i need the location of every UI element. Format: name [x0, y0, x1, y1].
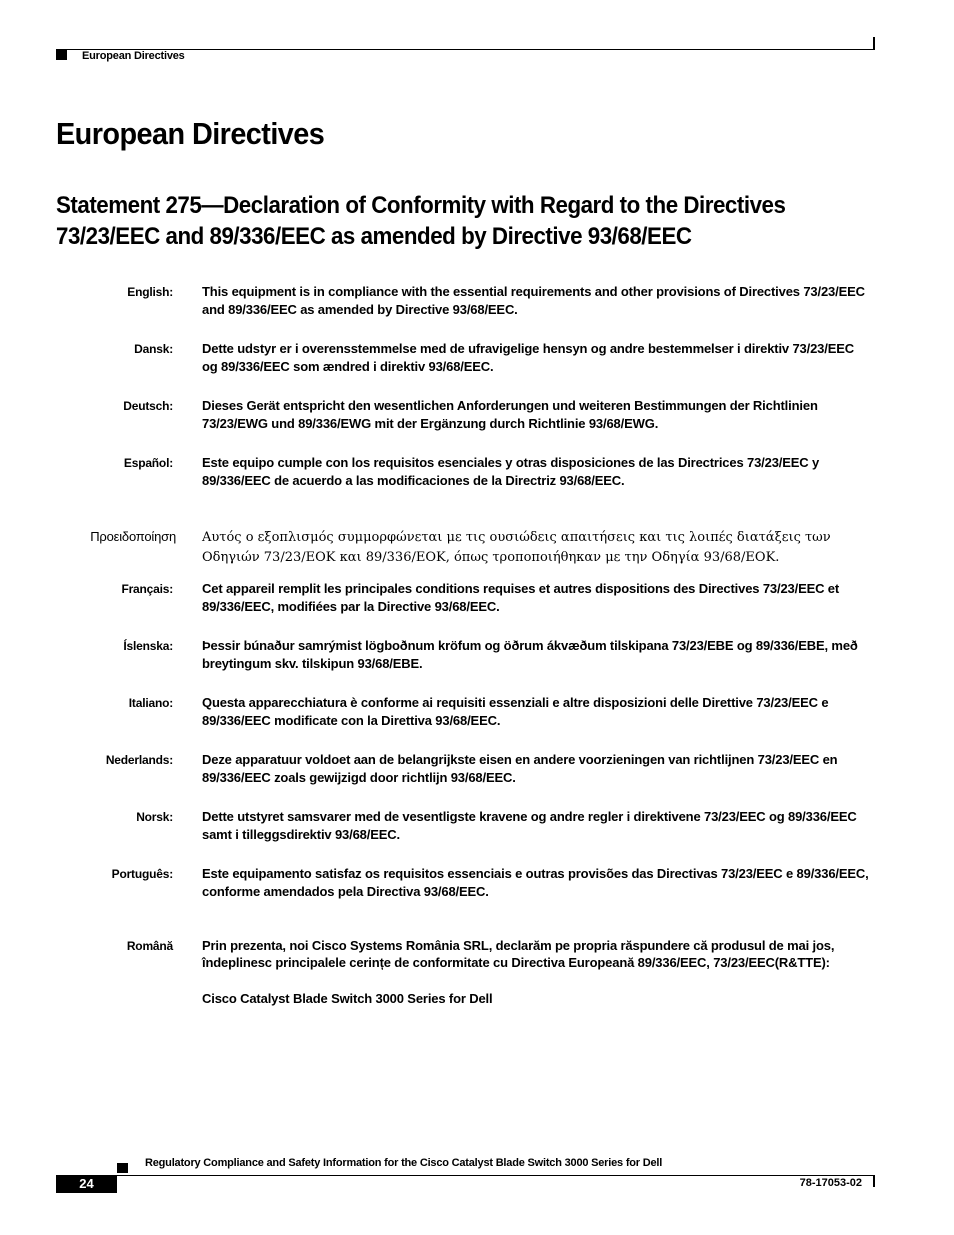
entry-text: Dieses Gerät entspricht den wesentlichen Anforderungen und weiteren Bestimmungen der Richtlinien 73/23/EWG und 89/336/EWG mit der Ergänzung durch Richtlinie 93/68/EWG.: [202, 398, 818, 431]
entry-language: English:: [127, 285, 173, 299]
entry-text: Este equipamento satisfaz os requisitos essenciais e outras provisões das Directivas 73/23/EEC e 89/336/EEC, conforme amendados pela Directiva 93/68/EEC.: [202, 866, 869, 899]
header-marker: [56, 49, 67, 60]
product-line: Cisco Catalyst Blade Switch 3000 Series for Dell: [202, 991, 493, 1006]
page-title: European Directives: [56, 116, 325, 151]
entry-text: Αυτός ο εξοπλισμός συμμορφώνεται με τις ουσιώδεις απαιτήσεις και τις λοιπές διατάξεις των Οδηγιών 73/23/ΕΟΚ και 89/336/ΕΟΚ, όπως τροποποιήθηκαν με την Οδηγία 93/68/ΕΟΚ.: [202, 530, 831, 565]
entry-language: Deutsch:: [123, 399, 173, 413]
entry-language: Italiano:: [128, 696, 173, 710]
entry-text: Prin prezenta, noi Cisco Systems România SRL, declarăm pe propria răspundere că produsul de mai jos, îndeplinesc principalele cerințe de conformitate cu Directiva Europeană 89/336/EEC, 73/23/EEC(R&TTE):: [202, 938, 835, 970]
entry-language: Română: [126, 939, 173, 953]
entry-text: Dette utstyret samsvarer med de vesentligste kravene og andre regler i direktivene 73/23/EEC og 89/336/EEC samt i tilleggsdirektiv 93/68/EEC.: [202, 809, 857, 842]
entry-language: Español:: [123, 456, 173, 470]
entry-text: Cet appareil remplit les principales conditions requises et autres dispositions des Directives 73/23/EEC et 89/336/EEC, modifiées par la Directive 93/68/EEC.: [202, 581, 840, 614]
entry-text: Questa apparecchiatura è conforme ai requisiti essenziali e altre disposizioni delle Direttive 73/23/EEC e 89/336/EEC modificate con la Direttiva 93/68/EEC.: [202, 695, 829, 728]
footer-document-title: Regulatory Compliance and Safety Information for the Cisco Catalyst Blade Switch 3000 Series for Dell: [145, 1157, 663, 1169]
footer-marker: [117, 1163, 128, 1173]
entry-language: Português:: [111, 867, 173, 881]
entry-language: Français:: [121, 582, 173, 596]
header-tick: [873, 37, 875, 50]
entry-text: Þessir búnaður samrýmist lögboðnum kröfum og öðrum ákvæðum tilskipana 73/23/EBE og 89/336/EBE, með breytingum skv. tilskipun 93/68/EBE.: [202, 638, 858, 671]
entry-language: Nederlands:: [105, 753, 173, 767]
entry-language: Προειδοποίηση: [90, 529, 176, 544]
header-section-label: European Directives: [82, 50, 185, 62]
statement-title: Statement 275—Declaration of Conformity with Regard to the Directives 73/23/EEC and 89/336/EEC as amended by Directive 93/68/EEC: [56, 192, 786, 250]
entry-text: Este equipo cumple con los requisitos esenciales y otras disposiciones de las Directrices 73/23/EEC y 89/336/EEC de acuerdo a las modificaciones de la Directriz 93/68/EEC.: [202, 455, 820, 488]
entry-text: Deze apparatuur voldoet aan de belangrijkste eisen en andere voorzieningen van richtlijnen 73/23/EEC en 89/336/EEC zoals gewijzigd door richtlijn 93/68/EEC.: [202, 752, 838, 785]
footer-rule: [56, 1175, 874, 1176]
entry-language: Norsk:: [136, 810, 173, 824]
page-number: 24: [56, 1175, 117, 1193]
entry-text: This equipment is in compliance with the essential requirements and other provisions of Directives 73/23/EEC and 89/336/EEC as amended by Directive 93/68/EEC.: [202, 284, 865, 317]
entry-language: Dansk:: [134, 342, 173, 356]
footer-tick: [873, 1175, 875, 1187]
entry-text: Dette udstyr er i overensstemmelse med de ufravigelige hensyn og andre bestemmelser i direktiv 73/23/EEC og 89/336/EEC som ændred i direktiv 93/68/EEC.: [202, 341, 855, 374]
document-number: 78-17053-02: [799, 1177, 862, 1189]
entry-language: Íslenska:: [123, 639, 173, 653]
